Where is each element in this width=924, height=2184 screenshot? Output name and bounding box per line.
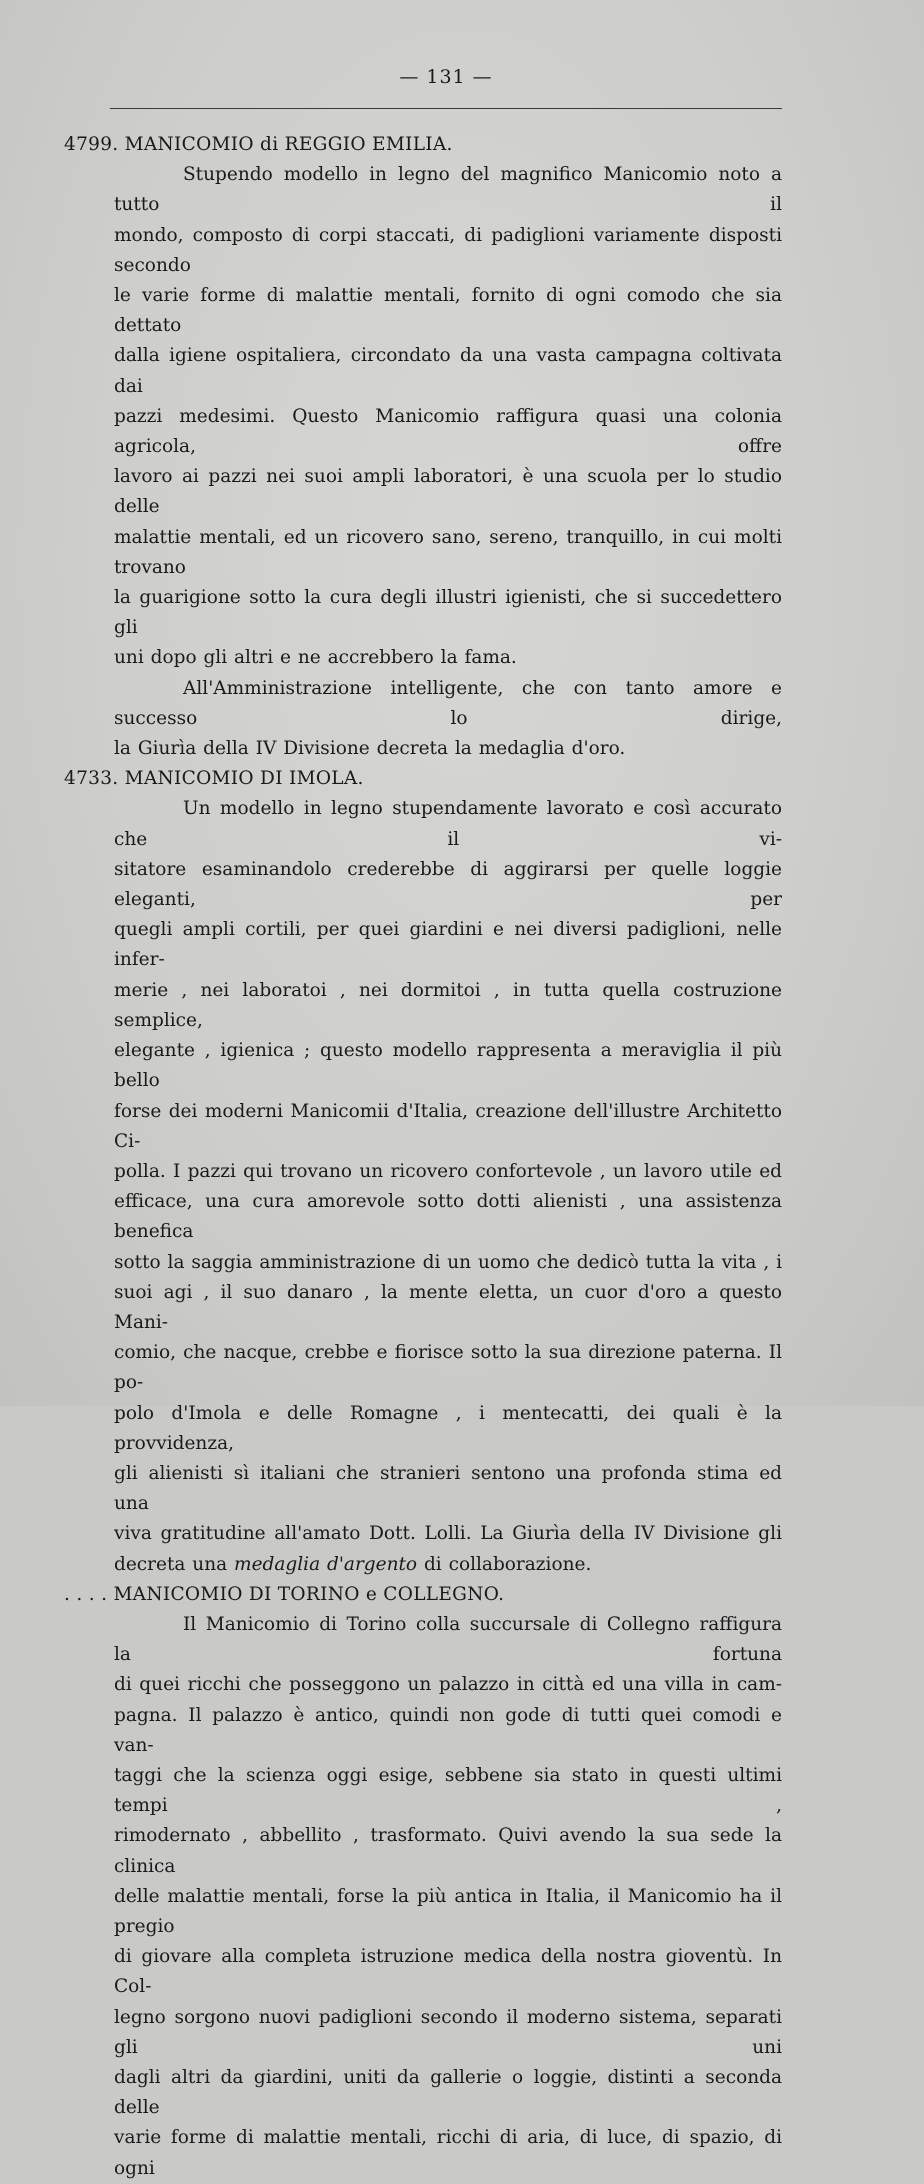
page-number: — 131 —	[399, 66, 493, 88]
text-line: suoi agi , il suo danaro , la mente eletta, un cuor d'oro a questo Mani-	[114, 1281, 782, 1333]
text-line: polla. I pazzi qui trovano un ricovero confortevole , un lavoro utile ed	[114, 1160, 782, 1182]
text-line: malattie mentali, ed un ricovero sano, sereno, tranquillo, in cui molti trovano	[114, 526, 782, 578]
entry-title: . . . . MANICOMIO DI TORINO e COLLEGNO.	[64, 1583, 505, 1605]
text-line: legno sorgono nuovi padiglioni secondo il moderno sistema, separati gli uni	[114, 2006, 782, 2058]
paragraph	[114, 674, 782, 765]
text-line: di quei ricchi che posseggono un palazzo in città ed una villa in cam-	[114, 1674, 782, 1696]
text-line: pagna. Il palazzo è antico, quindi non gode di tutti quei comodi e van-	[114, 1704, 782, 1756]
text-line: la Giurìa della IV Divisione decreta la medaglia d'oro.	[114, 738, 626, 760]
text-line: comio, che nacque, crebbe e fiorisce sotto la sua direzione paterna. Il po-	[114, 1342, 782, 1394]
text-line: mondo, composto di corpi staccati, di padiglioni variamente disposti secondo	[114, 224, 782, 276]
text-line: gli alienisti sì italiani che stranieri sentono una profonda stima ed una	[114, 1462, 782, 1515]
text-line: le varie forme di malattie mentali, fornito di ogni comodo che sia dettato	[114, 285, 782, 337]
award-italic: medaglia d'argento	[234, 1553, 418, 1575]
text-line: sitatore esaminandolo crederebbe di aggirarsi per quelle loggie eleganti, per	[114, 858, 782, 911]
text-line: merie , nei laboratoi , nei dormitoi , in tutta quella costruzione semplice,	[114, 979, 782, 1031]
text-line: la guarigione sotto la cura degli illustri igienisti, che si succedettero gli	[114, 587, 782, 639]
text-line: di giovare alla completa istruzione medica della nostra gioventù. In Col-	[114, 1946, 782, 1998]
closing-text-before: decreta una	[114, 1553, 235, 1575]
text-line: lavoro ai pazzi nei suoi ampli laboratori, è una scuola per lo studio delle	[114, 466, 782, 518]
text-line: forse dei moderni Manicomii d'Italia, creazione dell'illustre Architetto Ci-	[114, 1100, 782, 1152]
text-line: Stupendo modello in legno del magnifico Manicomio noto a tutto il	[114, 164, 782, 216]
entry-title: 4799. MANICOMIO di REGGIO EMILIA.	[64, 134, 453, 155]
text-line: dalla igiene ospitaliera, circondato da una vasta campagna coltivata dai	[114, 345, 782, 397]
text-line: polo d'Imola e delle Romagne , i mentecatti, dei quali è la provvidenza,	[114, 1402, 782, 1454]
text-line: sotto la saggia amministrazione di un uomo che dedicò tutta la vita , i	[114, 1251, 782, 1273]
text-line: dagli altri da giardini, uniti da gallerie o loggie, distinti a seconda delle	[114, 2067, 782, 2119]
closing-text-after: di collaborazione.	[417, 1553, 592, 1575]
text-line: All'Amministrazione intelligente, che con tanto amore e successo lo dirige,	[114, 677, 782, 729]
text-line: varie forme di malattie mentali, ricchi di aria, di luce, di spazio, di ogni	[114, 2127, 782, 2179]
paragraph	[114, 160, 782, 673]
page-body	[64, 130, 782, 2184]
text-line: efficace, una cura amorevole sotto dotti alienisti , una assistenza benefica	[114, 1191, 782, 1243]
text-line: taggi che la scienza oggi esige, sebbene sia stato in questi ultimi tempi ,	[114, 1764, 782, 1817]
text-line: pazzi medesimi. Questo Manicomio raffigura quasi una colonia agricola, offre	[114, 405, 782, 458]
text-line: viva gratitudine all'amato Dott. Lolli. La Giurìa della IV Divisione gli	[114, 1523, 782, 1545]
text-line: Il Manicomio di Torino colla succursale di Collegno raffigura la fortuna	[114, 1613, 782, 1666]
text-line: quegli ampli cortili, per quei giardini e nei diversi padiglioni, nelle infer-	[114, 919, 782, 971]
closing-line	[114, 1550, 782, 1580]
text-line: Un modello in legno stupendamente lavorato e così accurato che il vi-	[114, 798, 782, 850]
text-line: rimodernato , abbellito , trasformato. Quivi avendo la sua sede la clinica	[114, 1825, 782, 1877]
text-line: delle malattie mentali, forse la più antica in Italia, il Manicomio ha il pregio	[114, 1885, 782, 1937]
paragraph	[114, 794, 782, 1579]
text-line: uni dopo gli altri e ne accrebbero la fama.	[114, 647, 517, 669]
header-rule	[110, 108, 782, 109]
entry-title: 4733. MANICOMIO DI IMOLA.	[64, 768, 364, 790]
text-line: elegante , igienica ; questo modello rappresenta a meraviglia il più bello	[114, 1040, 782, 1092]
paragraph	[114, 1610, 782, 2184]
